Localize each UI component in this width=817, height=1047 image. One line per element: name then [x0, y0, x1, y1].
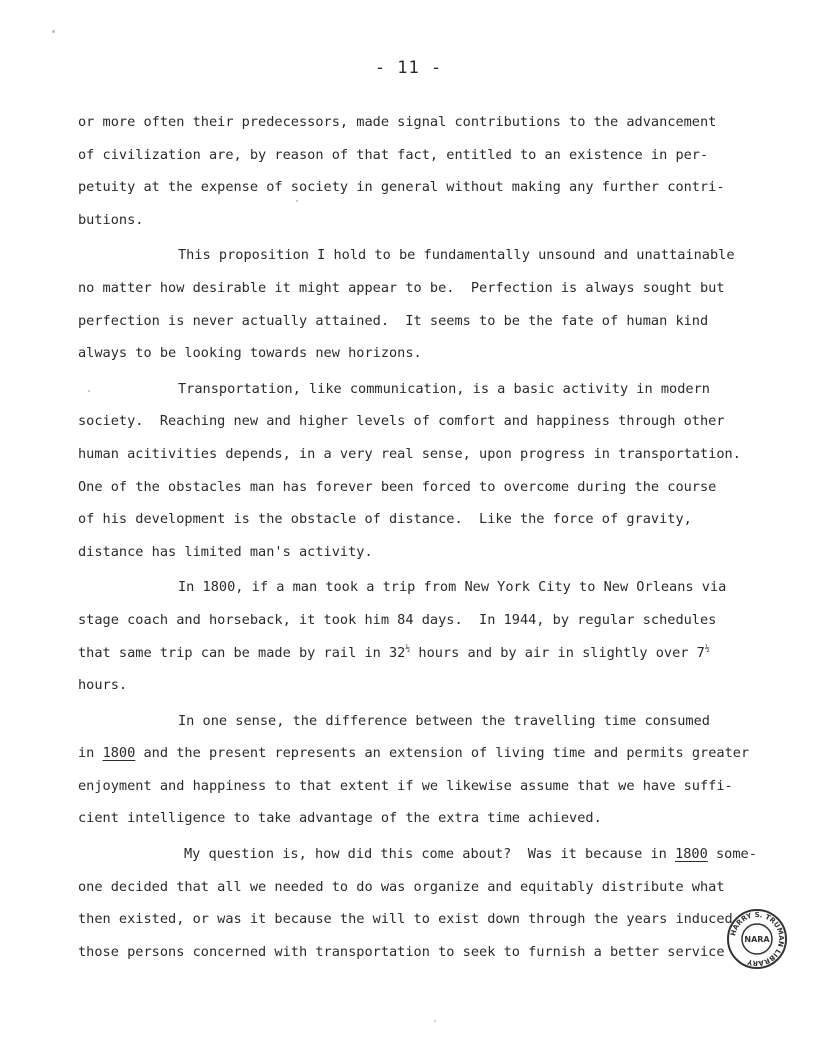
text-line: always to be looking towards new horizons. [78, 345, 422, 362]
text-line [78, 637, 738, 670]
text-line: enjoyment and happiness to that extent if we likewise assume that we have suffi- [78, 777, 733, 794]
text-line: human acitivities depends, in a very real sense, upon progress in transportation. [78, 445, 741, 462]
scan-speck [434, 1020, 436, 1022]
text-line: then existed, or was it because the will to exist down through the years induced [78, 911, 733, 928]
text-line: or more often their predecessors, made signal contributions to the advancement [78, 114, 717, 130]
text-line [78, 737, 750, 770]
text-line: perfection is never actually attained. It seems to be the fate of human kind [78, 312, 709, 329]
text-line: no matter how desirable it might appear to be. Perfection is always sought but [78, 279, 725, 296]
text-line: This proposition I hold to be fundamentally unsound and unattainable [178, 247, 735, 264]
text-line: stage coach and horseback, it took him 84 days. In 1944, by regular schedules [78, 611, 717, 628]
underlined-year: 1800 [675, 846, 708, 863]
scan-speck [296, 200, 298, 202]
paragraph [78, 106, 738, 236]
text-segment: that same trip can be made by rail in 32 [78, 644, 406, 661]
text-line: In one sense, the difference between the travelling time consumed [178, 712, 710, 729]
text-segment: My question is, how did this come about? Was it because in [184, 846, 676, 863]
text-segment: and the present represents an extension of living time and permits greater [135, 745, 750, 762]
text-line: Transportation, like communication, is a basic activity in modern [178, 380, 710, 397]
stamp-inner-text: NARA [744, 935, 770, 944]
paragraph [78, 705, 750, 835]
scan-speck [88, 390, 90, 392]
text-line: petuity at the expense of society in general without making any further contri- [78, 179, 725, 196]
stamp-outer-text: HARRY S. TRUMAN LIBRARY [729, 910, 786, 968]
text-segment: in [78, 745, 103, 762]
text-line: those persons concerned with transportation to seek to furnish a better service [78, 943, 725, 960]
text-line: One of the obstacles man has forever been forced to overcome during the course [78, 478, 717, 495]
fraction: ½ [405, 643, 411, 653]
library-stamp-icon [726, 908, 788, 970]
text-line: society. Reaching new and higher levels of comfort and happiness through other [78, 413, 725, 430]
text-line: butions. [78, 211, 144, 228]
paragraph [78, 571, 738, 701]
paragraph [78, 373, 741, 569]
text-line [78, 838, 757, 871]
fraction: ½ [704, 643, 710, 653]
text-segment: some- [707, 846, 757, 863]
text-line: cient intelligence to take advantage of the extra time achieved. [78, 810, 602, 827]
page-number: - 11 - [374, 58, 443, 78]
text-line: distance has limited man's activity. [78, 543, 373, 560]
text-line: In 1800, if a man took a trip from New York City to New Orleans via [178, 579, 727, 596]
stamp-seal-icon [726, 908, 788, 970]
text-line: one decided that all we needed to do was organize and equitably distribute what [78, 878, 725, 895]
text-segment: hours and by air in slightly over 7 [418, 644, 705, 661]
text-line: of civilization are, by reason of that fact, entitled to an existence in per- [78, 146, 709, 163]
paragraph [78, 239, 738, 369]
scan-speck [52, 30, 55, 33]
text-line: hours. [78, 677, 128, 694]
underlined-year: 1800 [102, 745, 136, 762]
text-line: of his development is the obstacle of distance. Like the force of gravity, [78, 511, 692, 528]
